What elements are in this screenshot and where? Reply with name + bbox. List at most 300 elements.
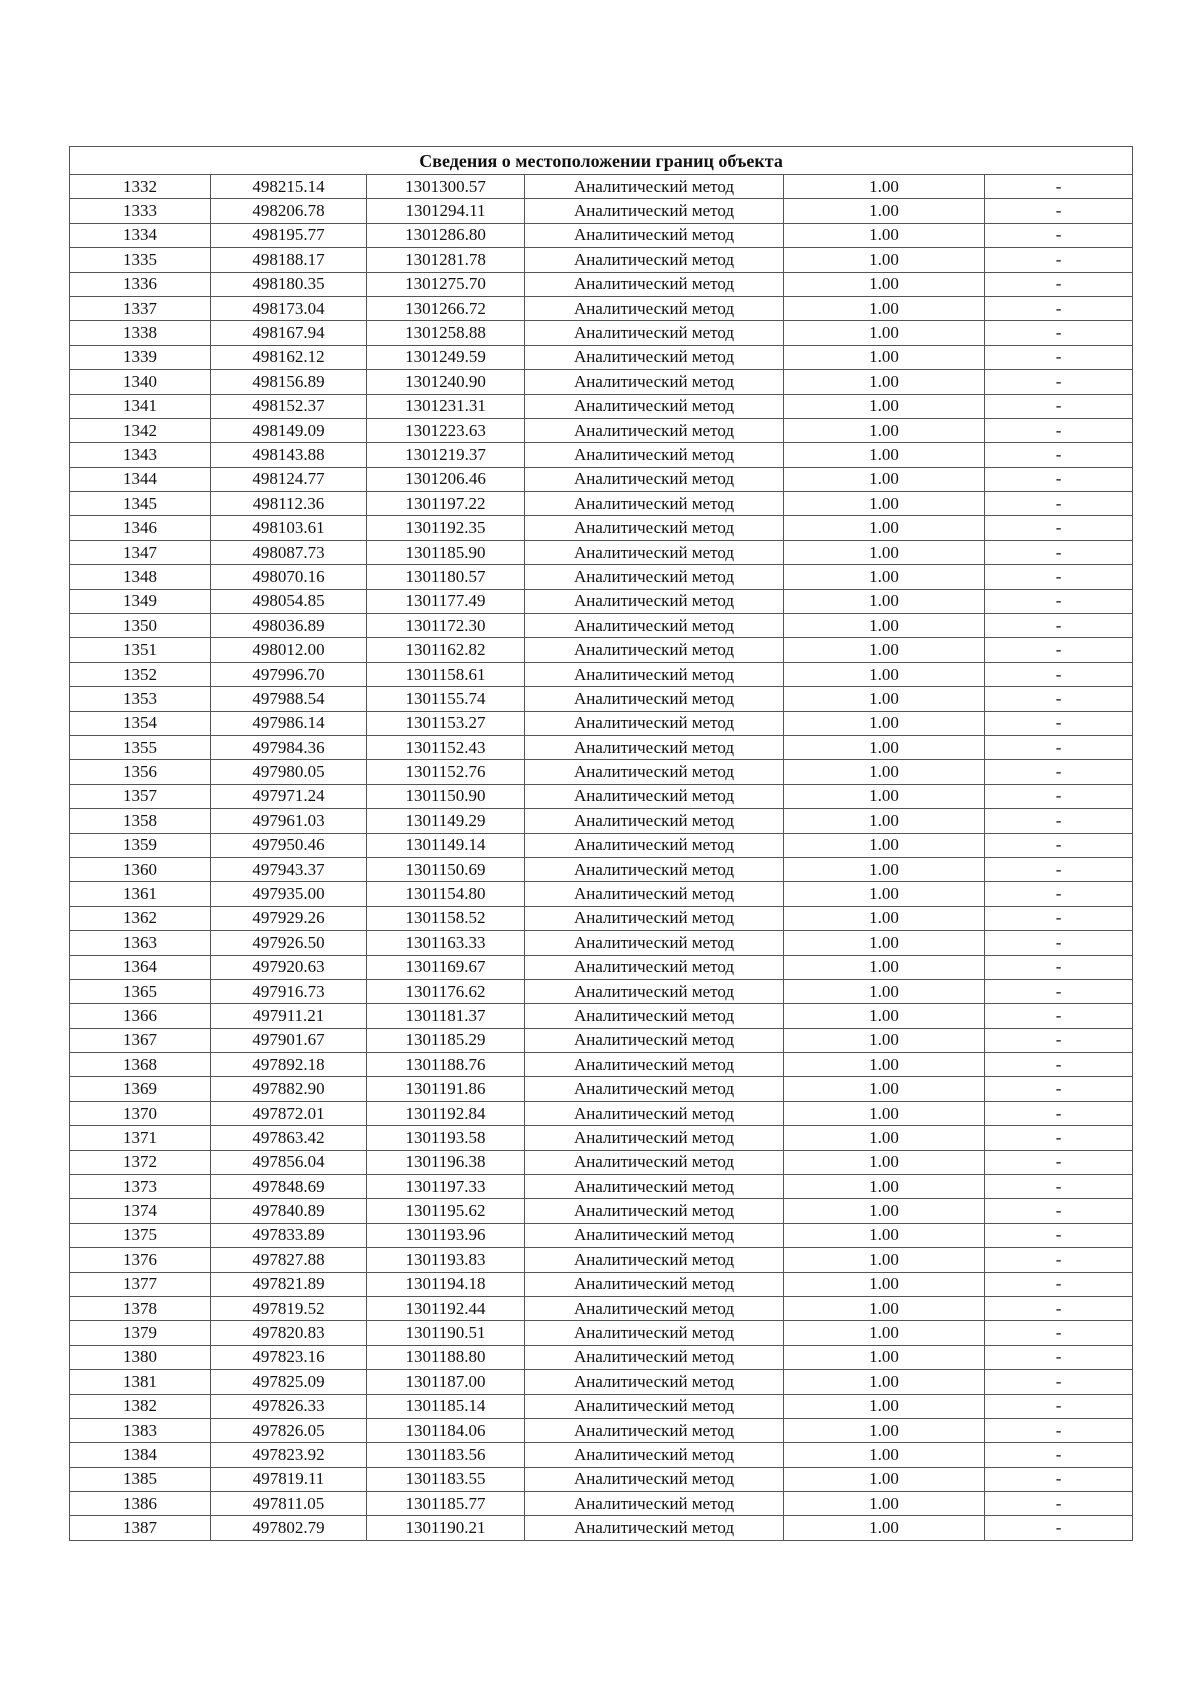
table-row — [70, 784, 1133, 808]
coordinate-x-cell: 497863.42 — [211, 1126, 367, 1150]
coordinate-y-cell: 1301183.55 — [367, 1467, 525, 1491]
table-row — [70, 370, 1133, 394]
coordinate-x-cell: 498180.35 — [211, 272, 367, 296]
coordinate-y-cell: 1301153.27 — [367, 711, 525, 735]
description-cell: - — [985, 248, 1133, 272]
coordinate-y-cell: 1301231.31 — [367, 394, 525, 418]
coordinate-y-cell: 1301154.80 — [367, 882, 525, 906]
coordinate-x-cell: 497980.05 — [211, 760, 367, 784]
accuracy-cell: 1.00 — [784, 443, 985, 467]
description-cell: - — [985, 1126, 1133, 1150]
accuracy-cell: 1.00 — [784, 760, 985, 784]
method-cell: Аналитический метод — [525, 614, 784, 638]
method-cell: Аналитический метод — [525, 1321, 784, 1345]
coordinate-x-cell: 497825.09 — [211, 1370, 367, 1394]
accuracy-cell: 1.00 — [784, 1101, 985, 1125]
description-cell: - — [985, 223, 1133, 247]
accuracy-cell: 1.00 — [784, 614, 985, 638]
method-cell: Аналитический метод — [525, 345, 784, 369]
description-cell: - — [985, 1467, 1133, 1491]
coordinate-x-cell: 497911.21 — [211, 1004, 367, 1028]
method-cell: Аналитический метод — [525, 540, 784, 564]
description-cell: - — [985, 857, 1133, 881]
point-number-cell: 1354 — [70, 711, 211, 735]
accuracy-cell: 1.00 — [784, 394, 985, 418]
description-cell: - — [985, 1199, 1133, 1223]
coordinate-y-cell: 1301192.44 — [367, 1296, 525, 1320]
coordinate-y-cell: 1301188.80 — [367, 1345, 525, 1369]
point-number-cell: 1385 — [70, 1467, 211, 1491]
point-number-cell: 1338 — [70, 321, 211, 345]
coordinate-x-cell: 497826.05 — [211, 1418, 367, 1442]
table-row — [70, 540, 1133, 564]
coordinate-x-cell: 498012.00 — [211, 638, 367, 662]
point-number-cell: 1363 — [70, 931, 211, 955]
method-cell: Аналитический метод — [525, 1370, 784, 1394]
point-number-cell: 1342 — [70, 418, 211, 442]
point-number-cell: 1355 — [70, 735, 211, 759]
table-row — [70, 223, 1133, 247]
accuracy-cell: 1.00 — [784, 272, 985, 296]
description-cell: - — [985, 1418, 1133, 1442]
coordinate-y-cell: 1301163.33 — [367, 931, 525, 955]
accuracy-cell: 1.00 — [784, 1516, 985, 1540]
method-cell: Аналитический метод — [525, 1004, 784, 1028]
coordinate-x-cell: 497840.89 — [211, 1199, 367, 1223]
table-row — [70, 321, 1133, 345]
method-cell: Аналитический метод — [525, 248, 784, 272]
table-row — [70, 833, 1133, 857]
method-cell: Аналитический метод — [525, 272, 784, 296]
point-number-cell: 1336 — [70, 272, 211, 296]
coordinate-x-cell: 497950.46 — [211, 833, 367, 857]
coordinate-x-cell: 498124.77 — [211, 467, 367, 491]
method-cell: Аналитический метод — [525, 1516, 784, 1540]
point-number-cell: 1332 — [70, 175, 211, 199]
description-cell: - — [985, 1272, 1133, 1296]
description-cell: - — [985, 467, 1133, 491]
coordinate-y-cell: 1301184.06 — [367, 1418, 525, 1442]
coordinate-y-cell: 1301149.29 — [367, 809, 525, 833]
coordinate-x-cell: 497872.01 — [211, 1101, 367, 1125]
table-row — [70, 1418, 1133, 1442]
coordinate-x-cell: 498054.85 — [211, 589, 367, 613]
description-cell: - — [985, 735, 1133, 759]
description-cell: - — [985, 1248, 1133, 1272]
coordinate-x-cell: 497935.00 — [211, 882, 367, 906]
accuracy-cell: 1.00 — [784, 1321, 985, 1345]
accuracy-cell: 1.00 — [784, 1175, 985, 1199]
coordinate-x-cell: 497826.33 — [211, 1394, 367, 1418]
description-cell: - — [985, 321, 1133, 345]
point-number-cell: 1383 — [70, 1418, 211, 1442]
coordinate-x-cell: 498103.61 — [211, 516, 367, 540]
accuracy-cell: 1.00 — [784, 1077, 985, 1101]
coordinate-x-cell: 497820.83 — [211, 1321, 367, 1345]
method-cell: Аналитический метод — [525, 418, 784, 442]
coordinate-y-cell: 1301185.90 — [367, 540, 525, 564]
point-number-cell: 1335 — [70, 248, 211, 272]
method-cell: Аналитический метод — [525, 955, 784, 979]
accuracy-cell: 1.00 — [784, 1394, 985, 1418]
description-cell: - — [985, 1345, 1133, 1369]
method-cell: Аналитический метод — [525, 1418, 784, 1442]
coordinate-y-cell: 1301158.52 — [367, 906, 525, 930]
description-cell: - — [985, 1150, 1133, 1174]
point-number-cell: 1370 — [70, 1101, 211, 1125]
accuracy-cell: 1.00 — [784, 638, 985, 662]
method-cell: Аналитический метод — [525, 638, 784, 662]
point-number-cell: 1359 — [70, 833, 211, 857]
coordinate-x-cell: 497856.04 — [211, 1150, 367, 1174]
method-cell: Аналитический метод — [525, 1394, 784, 1418]
accuracy-cell: 1.00 — [784, 809, 985, 833]
coordinate-y-cell: 1301185.29 — [367, 1028, 525, 1052]
description-cell: - — [985, 1296, 1133, 1320]
method-cell: Аналитический метод — [525, 1053, 784, 1077]
description-cell: - — [985, 199, 1133, 223]
method-cell: Аналитический метод — [525, 857, 784, 881]
accuracy-cell: 1.00 — [784, 1296, 985, 1320]
point-number-cell: 1386 — [70, 1492, 211, 1516]
coordinate-y-cell: 1301275.70 — [367, 272, 525, 296]
accuracy-cell: 1.00 — [784, 979, 985, 1003]
method-cell: Аналитический метод — [525, 979, 784, 1003]
description-cell: - — [985, 1077, 1133, 1101]
point-number-cell: 1375 — [70, 1223, 211, 1247]
accuracy-cell: 1.00 — [784, 955, 985, 979]
description-cell: - — [985, 394, 1133, 418]
point-number-cell: 1341 — [70, 394, 211, 418]
table-row — [70, 467, 1133, 491]
accuracy-cell: 1.00 — [784, 492, 985, 516]
point-number-cell: 1347 — [70, 540, 211, 564]
method-cell: Аналитический метод — [525, 175, 784, 199]
table-row — [70, 711, 1133, 735]
coordinate-y-cell: 1301191.86 — [367, 1077, 525, 1101]
accuracy-cell: 1.00 — [784, 1467, 985, 1491]
description-cell: - — [985, 979, 1133, 1003]
table-row — [70, 1516, 1133, 1540]
table-row — [70, 1248, 1133, 1272]
point-number-cell: 1346 — [70, 516, 211, 540]
accuracy-cell: 1.00 — [784, 857, 985, 881]
table-row — [70, 1077, 1133, 1101]
coordinate-x-cell: 497892.18 — [211, 1053, 367, 1077]
method-cell: Аналитический метод — [525, 931, 784, 955]
accuracy-cell: 1.00 — [784, 906, 985, 930]
coordinate-x-cell: 498112.36 — [211, 492, 367, 516]
table-row — [70, 1370, 1133, 1394]
coordinate-y-cell: 1301193.83 — [367, 1248, 525, 1272]
coordinate-y-cell: 1301150.69 — [367, 857, 525, 881]
coordinate-y-cell: 1301190.21 — [367, 1516, 525, 1540]
accuracy-cell: 1.00 — [784, 711, 985, 735]
table-row — [70, 931, 1133, 955]
coordinate-x-cell: 498206.78 — [211, 199, 367, 223]
method-cell: Аналитический метод — [525, 1248, 784, 1272]
table-row — [70, 882, 1133, 906]
table-title-row — [70, 147, 1133, 175]
description-cell: - — [985, 1370, 1133, 1394]
description-cell: - — [985, 1443, 1133, 1467]
description-cell: - — [985, 589, 1133, 613]
description-cell: - — [985, 540, 1133, 564]
table-row — [70, 443, 1133, 467]
method-cell: Аналитический метод — [525, 223, 784, 247]
table-row — [70, 1321, 1133, 1345]
table-row — [70, 1150, 1133, 1174]
description-cell: - — [985, 1028, 1133, 1052]
coordinate-x-cell: 498188.17 — [211, 248, 367, 272]
coordinate-x-cell: 497996.70 — [211, 662, 367, 686]
coordinate-x-cell: 498162.12 — [211, 345, 367, 369]
description-cell: - — [985, 1394, 1133, 1418]
point-number-cell: 1334 — [70, 223, 211, 247]
coordinate-x-cell: 498087.73 — [211, 540, 367, 564]
coordinate-y-cell: 1301194.18 — [367, 1272, 525, 1296]
coordinate-y-cell: 1301249.59 — [367, 345, 525, 369]
coordinate-y-cell: 1301196.38 — [367, 1150, 525, 1174]
point-number-cell: 1361 — [70, 882, 211, 906]
coordinate-y-cell: 1301158.61 — [367, 662, 525, 686]
coordinate-y-cell: 1301192.84 — [367, 1101, 525, 1125]
coordinate-x-cell: 498149.09 — [211, 418, 367, 442]
table-row — [70, 906, 1133, 930]
table-row — [70, 589, 1133, 613]
coordinate-x-cell: 497827.88 — [211, 1248, 367, 1272]
coordinate-x-cell: 497961.03 — [211, 809, 367, 833]
point-number-cell: 1350 — [70, 614, 211, 638]
description-cell: - — [985, 345, 1133, 369]
coordinate-x-cell: 497819.52 — [211, 1296, 367, 1320]
coordinate-x-cell: 497971.24 — [211, 784, 367, 808]
point-number-cell: 1372 — [70, 1150, 211, 1174]
coordinate-y-cell: 1301149.14 — [367, 833, 525, 857]
table-row — [70, 1296, 1133, 1320]
method-cell: Аналитический метод — [525, 687, 784, 711]
coordinate-y-cell: 1301258.88 — [367, 321, 525, 345]
coordinate-y-cell: 1301176.62 — [367, 979, 525, 1003]
table-row — [70, 662, 1133, 686]
description-cell: - — [985, 418, 1133, 442]
table-row — [70, 638, 1133, 662]
coordinate-y-cell: 1301181.37 — [367, 1004, 525, 1028]
coordinate-y-cell: 1301266.72 — [367, 296, 525, 320]
coordinate-x-cell: 498173.04 — [211, 296, 367, 320]
point-number-cell: 1367 — [70, 1028, 211, 1052]
accuracy-cell: 1.00 — [784, 662, 985, 686]
coordinate-y-cell: 1301197.33 — [367, 1175, 525, 1199]
point-number-cell: 1340 — [70, 370, 211, 394]
method-cell: Аналитический метод — [525, 1175, 784, 1199]
point-number-cell: 1377 — [70, 1272, 211, 1296]
method-cell: Аналитический метод — [525, 394, 784, 418]
accuracy-cell: 1.00 — [784, 1272, 985, 1296]
accuracy-cell: 1.00 — [784, 1223, 985, 1247]
table-row — [70, 1175, 1133, 1199]
table-row — [70, 1345, 1133, 1369]
method-cell: Аналитический метод — [525, 565, 784, 589]
table-row — [70, 199, 1133, 223]
description-cell: - — [985, 492, 1133, 516]
description-cell: - — [985, 687, 1133, 711]
accuracy-cell: 1.00 — [784, 175, 985, 199]
point-number-cell: 1349 — [70, 589, 211, 613]
description-cell: - — [985, 784, 1133, 808]
point-number-cell: 1358 — [70, 809, 211, 833]
method-cell: Аналитический метод — [525, 1150, 784, 1174]
accuracy-cell: 1.00 — [784, 345, 985, 369]
coordinate-y-cell: 1301193.96 — [367, 1223, 525, 1247]
accuracy-cell: 1.00 — [784, 296, 985, 320]
coordinate-y-cell: 1301197.22 — [367, 492, 525, 516]
point-number-cell: 1352 — [70, 662, 211, 686]
description-cell: - — [985, 1516, 1133, 1540]
method-cell: Аналитический метод — [525, 370, 784, 394]
point-number-cell: 1379 — [70, 1321, 211, 1345]
point-number-cell: 1345 — [70, 492, 211, 516]
method-cell: Аналитический метод — [525, 1443, 784, 1467]
method-cell: Аналитический метод — [525, 662, 784, 686]
coordinate-y-cell: 1301188.76 — [367, 1053, 525, 1077]
table-row — [70, 1004, 1133, 1028]
method-cell: Аналитический метод — [525, 784, 784, 808]
table-row — [70, 492, 1133, 516]
coordinate-y-cell: 1301183.56 — [367, 1443, 525, 1467]
coordinate-x-cell: 497986.14 — [211, 711, 367, 735]
point-number-cell: 1339 — [70, 345, 211, 369]
accuracy-cell: 1.00 — [784, 735, 985, 759]
accuracy-cell: 1.00 — [784, 931, 985, 955]
coordinate-y-cell: 1301180.57 — [367, 565, 525, 589]
method-cell: Аналитический метод — [525, 467, 784, 491]
coordinate-x-cell: 497802.79 — [211, 1516, 367, 1540]
accuracy-cell: 1.00 — [784, 565, 985, 589]
method-cell: Аналитический метод — [525, 199, 784, 223]
description-cell: - — [985, 1223, 1133, 1247]
description-cell: - — [985, 370, 1133, 394]
description-cell: - — [985, 638, 1133, 662]
coordinate-y-cell: 1301185.77 — [367, 1492, 525, 1516]
coordinate-x-cell: 497819.11 — [211, 1467, 367, 1491]
description-cell: - — [985, 175, 1133, 199]
method-cell: Аналитический метод — [525, 735, 784, 759]
coordinate-y-cell: 1301152.43 — [367, 735, 525, 759]
description-cell: - — [985, 296, 1133, 320]
method-cell: Аналитический метод — [525, 443, 784, 467]
table-row — [70, 248, 1133, 272]
description-cell: - — [985, 1053, 1133, 1077]
point-number-cell: 1348 — [70, 565, 211, 589]
coordinate-x-cell: 497811.05 — [211, 1492, 367, 1516]
description-cell: - — [985, 443, 1133, 467]
coordinate-y-cell: 1301286.80 — [367, 223, 525, 247]
coordinate-x-cell: 497848.69 — [211, 1175, 367, 1199]
point-number-cell: 1371 — [70, 1126, 211, 1150]
point-number-cell: 1369 — [70, 1077, 211, 1101]
coordinate-x-cell: 497920.63 — [211, 955, 367, 979]
coordinate-y-cell: 1301187.00 — [367, 1370, 525, 1394]
table-row — [70, 394, 1133, 418]
coordinate-y-cell: 1301206.46 — [367, 467, 525, 491]
table-row — [70, 1394, 1133, 1418]
method-cell: Аналитический метод — [525, 1101, 784, 1125]
point-number-cell: 1374 — [70, 1199, 211, 1223]
accuracy-cell: 1.00 — [784, 1248, 985, 1272]
table-row — [70, 809, 1133, 833]
description-cell: - — [985, 931, 1133, 955]
point-number-cell: 1368 — [70, 1053, 211, 1077]
description-cell: - — [985, 662, 1133, 686]
accuracy-cell: 1.00 — [784, 882, 985, 906]
table-row — [70, 175, 1133, 199]
accuracy-cell: 1.00 — [784, 589, 985, 613]
coordinate-x-cell: 498167.94 — [211, 321, 367, 345]
method-cell: Аналитический метод — [525, 321, 784, 345]
method-cell: Аналитический метод — [525, 809, 784, 833]
accuracy-cell: 1.00 — [784, 1150, 985, 1174]
coordinate-x-cell: 497929.26 — [211, 906, 367, 930]
accuracy-cell: 1.00 — [784, 1345, 985, 1369]
table-row — [70, 345, 1133, 369]
table-row — [70, 565, 1133, 589]
coordinate-y-cell: 1301172.30 — [367, 614, 525, 638]
coordinate-y-cell: 1301155.74 — [367, 687, 525, 711]
description-cell: - — [985, 1175, 1133, 1199]
table-row — [70, 418, 1133, 442]
accuracy-cell: 1.00 — [784, 467, 985, 491]
accuracy-cell: 1.00 — [784, 1126, 985, 1150]
table-row — [70, 1223, 1133, 1247]
accuracy-cell: 1.00 — [784, 1443, 985, 1467]
point-number-cell: 1376 — [70, 1248, 211, 1272]
accuracy-cell: 1.00 — [784, 1053, 985, 1077]
method-cell: Аналитический метод — [525, 833, 784, 857]
table-row — [70, 1492, 1133, 1516]
table-body — [70, 175, 1133, 1541]
table-row — [70, 1272, 1133, 1296]
coordinate-y-cell: 1301281.78 — [367, 248, 525, 272]
point-number-cell: 1366 — [70, 1004, 211, 1028]
method-cell: Аналитический метод — [525, 1199, 784, 1223]
accuracy-cell: 1.00 — [784, 199, 985, 223]
coordinate-x-cell: 498156.89 — [211, 370, 367, 394]
accuracy-cell: 1.00 — [784, 1199, 985, 1223]
coordinate-x-cell: 497821.89 — [211, 1272, 367, 1296]
method-cell: Аналитический метод — [525, 1028, 784, 1052]
point-number-cell: 1360 — [70, 857, 211, 881]
accuracy-cell: 1.00 — [784, 833, 985, 857]
accuracy-cell: 1.00 — [784, 1418, 985, 1442]
point-number-cell: 1333 — [70, 199, 211, 223]
coordinate-y-cell: 1301219.37 — [367, 443, 525, 467]
description-cell: - — [985, 1492, 1133, 1516]
point-number-cell: 1381 — [70, 1370, 211, 1394]
description-cell: - — [985, 516, 1133, 540]
table-row — [70, 955, 1133, 979]
coordinate-x-cell: 497833.89 — [211, 1223, 367, 1247]
coordinate-x-cell: 498215.14 — [211, 175, 367, 199]
table-row — [70, 1443, 1133, 1467]
method-cell: Аналитический метод — [525, 1126, 784, 1150]
coordinate-x-cell: 497882.90 — [211, 1077, 367, 1101]
table-title: Сведения о местоположении границ объекта — [70, 147, 1133, 175]
table-row — [70, 1467, 1133, 1491]
accuracy-cell: 1.00 — [784, 248, 985, 272]
table-row — [70, 1199, 1133, 1223]
accuracy-cell: 1.00 — [784, 418, 985, 442]
